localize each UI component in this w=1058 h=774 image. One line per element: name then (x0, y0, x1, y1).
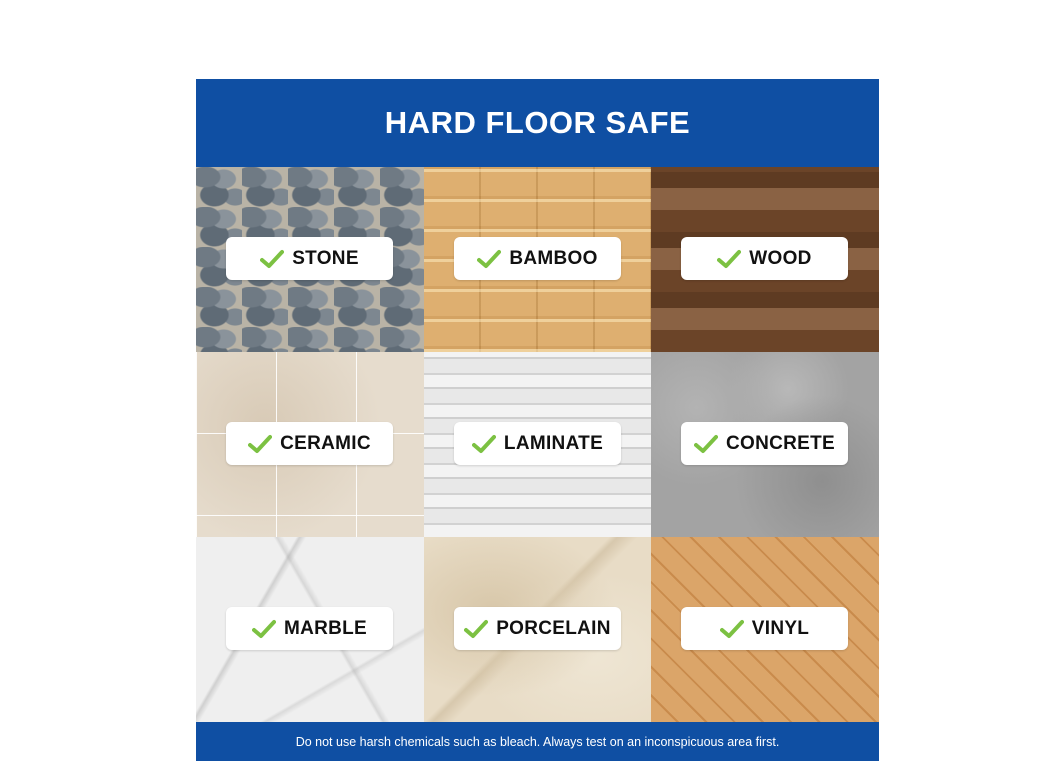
check-icon (464, 619, 488, 639)
check-icon (717, 249, 741, 269)
check-icon (694, 434, 718, 454)
check-icon (248, 434, 272, 454)
check-icon (260, 249, 284, 269)
footer-note: Do not use harsh chemicals such as bleach. Always test on an inconspicuous area first. (295, 734, 780, 749)
floor-label (681, 237, 848, 280)
floor-label-text: CERAMIC (280, 432, 371, 454)
floor-label (454, 237, 621, 280)
floor-types-grid (196, 167, 879, 722)
floor-label (226, 237, 393, 280)
tile-laminate (424, 352, 651, 537)
check-icon (252, 619, 276, 639)
hard-floor-safe-graphic (196, 79, 879, 761)
floor-label (226, 422, 393, 465)
floor-label (681, 607, 848, 650)
floor-label-text: CONCRETE (725, 432, 835, 454)
floor-label-text: STONE (292, 247, 359, 269)
floor-label-text: VINYL (751, 617, 810, 639)
tile-concrete (651, 352, 879, 537)
floor-label-text: BAMBOO (509, 247, 598, 269)
check-icon (477, 249, 501, 269)
header-banner (196, 79, 879, 167)
tile-marble (196, 537, 424, 722)
check-icon (720, 619, 744, 639)
floor-label-text: MARBLE (283, 617, 368, 639)
tile-porcelain (424, 537, 651, 722)
floor-label (226, 607, 393, 650)
floor-label (681, 422, 848, 465)
footer-banner (196, 722, 879, 761)
floor-label (454, 607, 621, 650)
page-title: HARD FLOOR SAFE (384, 105, 691, 140)
tile-stone (196, 167, 424, 352)
floor-label-text: PORCELAIN (496, 617, 611, 639)
tile-vinyl (651, 537, 879, 722)
tile-wood (651, 167, 879, 352)
floor-label (454, 422, 621, 465)
tile-bamboo (424, 167, 651, 352)
tile-ceramic (196, 352, 424, 537)
floor-label-text: LAMINATE (503, 432, 604, 454)
floor-label-text: WOOD (749, 247, 812, 269)
check-icon (472, 434, 496, 454)
